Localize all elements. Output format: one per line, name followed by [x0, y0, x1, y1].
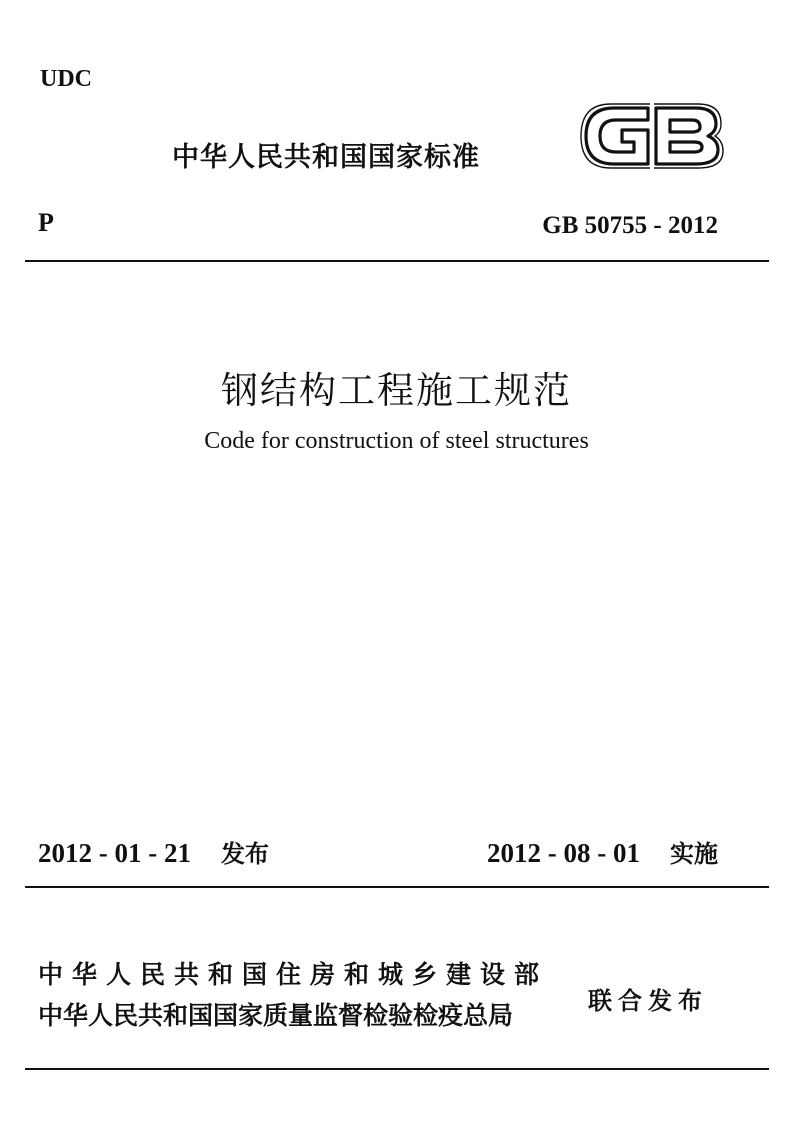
- issuer-ministry-housing: 中华人民共和国住房和城乡建设部: [38, 960, 549, 989]
- effective-label: 实施: [670, 840, 718, 868]
- national-standard-heading: 中华人民共和国国家标准: [172, 142, 480, 173]
- udc-label: UDC: [40, 66, 92, 92]
- publish-date-line: [38, 834, 269, 869]
- effective-date-line: [487, 834, 718, 869]
- effective-date: 2012 - 08 - 01: [487, 838, 640, 868]
- bottom-divider: [25, 1068, 769, 1070]
- standard-number: GB 50755 - 2012: [542, 212, 718, 239]
- publish-date: 2012 - 01 - 21: [38, 838, 191, 868]
- middle-divider: [25, 886, 769, 888]
- title-chinese: 钢结构工程施工规范: [221, 369, 572, 412]
- top-divider: [25, 260, 769, 262]
- gb-logo: [578, 96, 726, 176]
- category-letter: P: [38, 208, 54, 237]
- joint-publish-label: 联合发布: [588, 987, 708, 1015]
- publish-label: 发布: [220, 840, 269, 868]
- issuer-aqsiq: 中华人民共和国国家质量监督检验检疫总局: [38, 1001, 514, 1030]
- title-english: Code for construction of steel structures: [204, 428, 589, 454]
